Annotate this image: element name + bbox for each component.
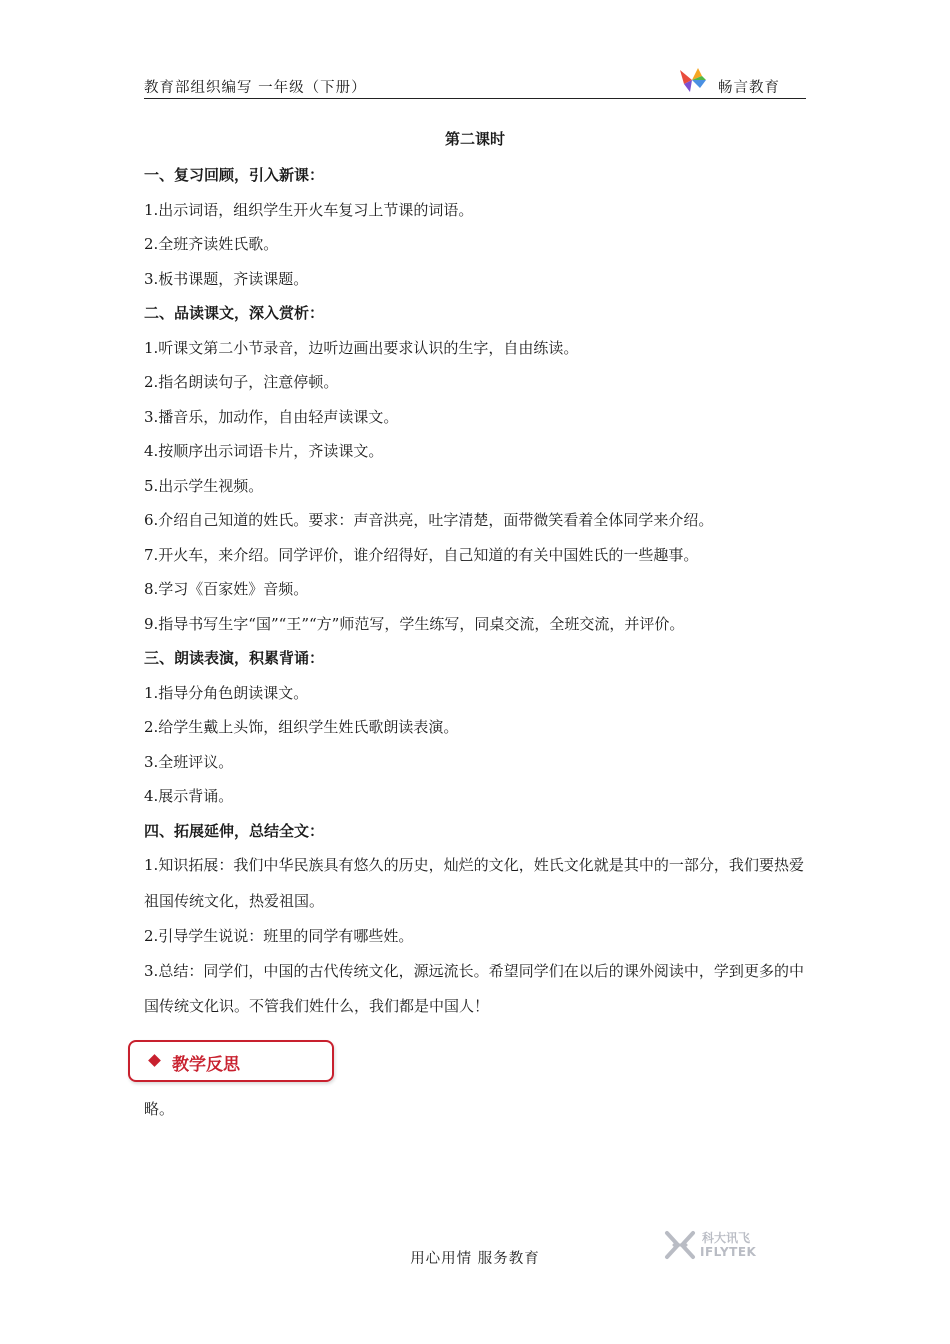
- section-heading: 四、拓展延伸，总结全文：: [144, 821, 325, 840]
- footer-slogan: 用心用情 服务教育: [410, 1251, 540, 1267]
- reflection-text: 略。: [144, 1100, 175, 1118]
- diamond-bullet-icon: [148, 1054, 161, 1067]
- iflytek-logo-cn: 科大讯飞: [702, 1231, 751, 1245]
- list-item: 4.按顺序出示词语卡片，齐读课文。: [144, 442, 384, 460]
- section-heading: 一、复习回顾，引入新课：: [144, 166, 325, 184]
- iflytek-logo: [664, 1230, 774, 1260]
- list-item: 2.给学生戴上头饰，组织学生姓氏歌朗读表演。: [144, 718, 459, 736]
- page-header: [144, 70, 806, 99]
- list-item: 3.全班评议。: [144, 752, 234, 771]
- list-item: 7.开火车，来介绍。同学评价，谁介绍得好，自己知道的有关中国姓氏的一些趣事。: [144, 545, 699, 564]
- list-item: 3.播音乐，加动作，自由轻声读课文。: [144, 407, 399, 426]
- list-item: 3.板书课题，齐读课题。: [144, 269, 309, 288]
- lesson-content: [144, 158, 804, 1025]
- list-item: 2.引导学生说说：班里的同学有哪些姓。: [144, 927, 414, 945]
- header-brand-name: 畅言教育: [718, 80, 780, 96]
- list-item: 1.知识拓展：我们中华民族具有悠久的历史，灿烂的文化，姓氏文化就是其中的一部分，我们要热爱祖国传统文化，热爱祖国。: [144, 856, 804, 910]
- list-item: 1.指导分角色朗读课文。: [144, 683, 309, 702]
- list-item: 4.展示背诵。: [144, 787, 234, 805]
- iflytek-x-icon: [664, 1230, 696, 1260]
- list-item: 3.总结：同学们，中国的古代传统文化，源远流长。希望同学们在以后的课外阅读中，学到更多的中国传统文化识。不管我们姓什么，我们都是中国人！: [144, 961, 804, 1015]
- lesson-title: 第二课时: [444, 130, 505, 148]
- list-item: 1.听课文第二小节录音，边听边画出要求认识的生字，自由练读。: [144, 338, 579, 357]
- header-publisher-text: 教育部组织编写 一年级（下册）: [144, 80, 367, 96]
- teaching-reflection-box: [128, 1040, 334, 1082]
- reflection-label: 教学反思: [172, 1055, 240, 1075]
- iflytek-logo-en: IFLYTEK: [700, 1245, 757, 1259]
- list-item: 2.全班齐读姓氏歌。: [144, 235, 279, 253]
- list-item: 8.学习《百家姓》音频。: [144, 580, 309, 598]
- pinwheel-logo-icon: [676, 66, 710, 94]
- list-item: 5.出示学生视频。: [144, 476, 264, 495]
- list-item: 9.指导书写生字“国”“王”“方”师范写，学生练写，同桌交流，全班交流，并评价。: [144, 614, 685, 633]
- section-heading: 二、品读课文，深入赏析：: [144, 304, 325, 322]
- section-heading: 三、朗读表演，积累背诵：: [144, 649, 325, 667]
- list-item: 2.指名朗读句子，注意停顿。: [144, 373, 339, 391]
- list-item: 6.介绍自己知道的姓氏。要求：声音洪亮，吐字清楚，面带微笑看着全体同学来介绍。: [144, 511, 714, 529]
- list-item: 1.出示词语，组织学生开火车复习上节课的词语。: [144, 200, 474, 219]
